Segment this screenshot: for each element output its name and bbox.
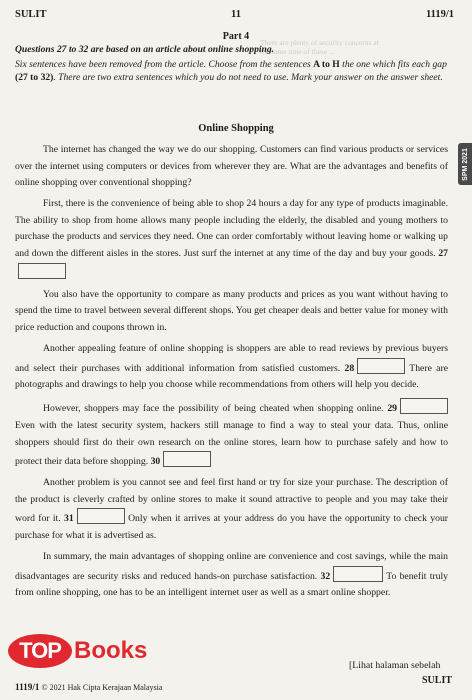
paragraph-5: However, shoppers may face the possibility of being cheated when shopping online. 29 Even with the latest security system, hackers still manage to find a way to steal your data. Thus, online shoppers should first do their own research on the online stores, learn how to purchase safely and how to protect their data before shopping. 30 bbox=[15, 398, 448, 470]
paragraph-7: In summary, the main advantages of shopping online are convenience and cost savings, while the main disadvantages are security risks and reduced hands-on purchase satisfaction. 32 To benefit truly from online shopping, one has to be an intelligent internet user as well as a smart online shopper. bbox=[15, 551, 449, 599]
logo-books-text: Books bbox=[74, 637, 148, 664]
paragraph-4: Another appealing feature of online shopping is shoppers are able to read reviews by previous buyers and select their purchases with additional information from satisfied customers. 28 There are photographs and drawings to help you choose while recommendations from others will help you decide. bbox=[15, 343, 448, 391]
gap-number-30: 30 bbox=[150, 456, 161, 468]
part-heading: Part 4 bbox=[222, 31, 250, 42]
paragraph-1: The internet has changed the way we do our shopping. Customers can find various products or services over the internet using computers or devices from wherever they are. What are the advantages and benefits of online shopping over conventional shopping? bbox=[15, 144, 448, 189]
gap-number-29: 29 bbox=[387, 403, 397, 415]
questions-line: Questions 27 to 32 are based on an article about online shopping. bbox=[15, 44, 275, 55]
turn-page-note: [Lihat halaman sebelah bbox=[349, 660, 441, 671]
answer-gap-32[interactable] bbox=[333, 566, 383, 582]
gap-number-27: 27 bbox=[438, 248, 449, 260]
answer-gap-28[interactable] bbox=[357, 358, 405, 374]
gap-number-32: 32 bbox=[320, 570, 331, 582]
footer-copyright: 1119/1 © 2021 Hak Cipta Kerajaan Malaysia bbox=[15, 682, 163, 692]
show-through-text: There are plenty of security concerns at the same time of these ... bbox=[260, 38, 379, 56]
gap-number-28: 28 bbox=[344, 362, 355, 374]
article-title: Online Shopping bbox=[198, 123, 274, 134]
page-number: 11 bbox=[231, 9, 241, 20]
logo-top-badge: TOP bbox=[8, 634, 72, 668]
answer-gap-29[interactable] bbox=[400, 398, 448, 414]
answer-gap-30[interactable] bbox=[163, 451, 211, 467]
header-sulit: SULIT bbox=[15, 9, 47, 20]
answer-gap-27[interactable] bbox=[18, 263, 66, 279]
article-body bbox=[15, 142, 448, 606]
paper-code: 1119/1 bbox=[425, 9, 454, 20]
paragraph-3: You also have the opportunity to compare as many products and prices as you want without having to spend the time to travel between several different shops. You get cheaper deals and better value for money with price reduction and coupons thrown in. bbox=[15, 288, 448, 333]
gap-number-31: 31 bbox=[64, 513, 74, 525]
instructions: Six sentences have been removed from the article. Choose from the sentences A to H the one which fits each gap (27 to 32). There are two extra sentences which you do not need to use. Mark your answer on the answer sheet. bbox=[15, 59, 447, 83]
footer-sulit: SULIT bbox=[421, 675, 452, 686]
year-side-tab: SPM 2021 bbox=[458, 143, 472, 185]
topbooks-logo bbox=[8, 632, 188, 672]
paragraph-6: Another problem is you cannot see and feel first hand or try for size your purchase. The description of the product is cleverly crafted by online stores to make it sound attractive to people and you may take their word for it. 31 Only when it arrives at your address do you have the opportunity to check your purchase for what it is advertised as. bbox=[15, 477, 449, 541]
paragraph-2: First, there is the convenience of being able to shop 24 hours a day for any type of products imaginable. The ability to shop from home allows many people including the elderly, the disabled and young mothers to purchase the products and services they need. One can order comfortably without leaving home or walking up and down the different aisles in the stores. Just surf the internet at any time of the day and buy your goods. 27 bbox=[15, 196, 448, 282]
answer-gap-31[interactable] bbox=[77, 508, 125, 524]
